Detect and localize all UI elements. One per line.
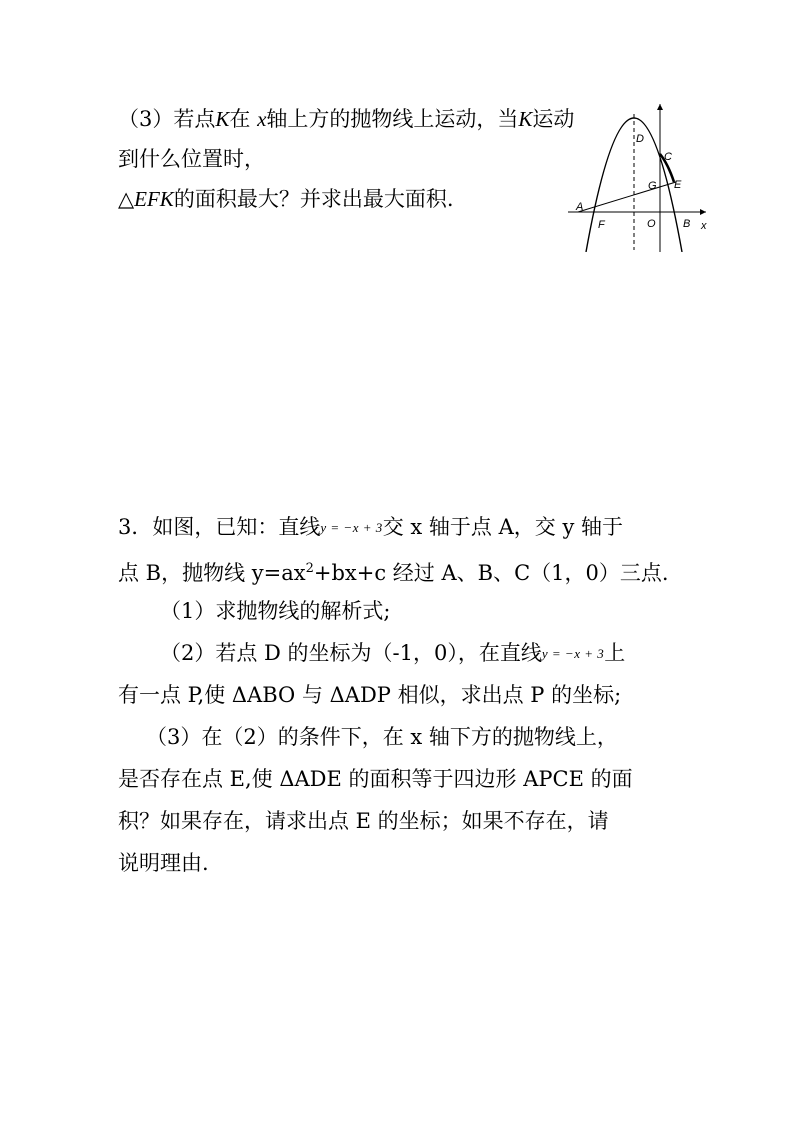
p3-question3-line4: 说明理由. bbox=[118, 851, 209, 875]
p3-question1: （1）求抛物线的解析式; bbox=[160, 599, 391, 623]
text: （3）若点 bbox=[118, 107, 216, 131]
var-k: K bbox=[518, 107, 533, 131]
p2-part3-line1 bbox=[118, 104, 574, 134]
p2-part3-line2: 到什么位置时， bbox=[118, 147, 265, 171]
triangle-symbol: △ bbox=[118, 187, 135, 211]
p3-question3-line2: 是否存在点 E,使 ΔADE 的面积等于四边形 APCE 的面 bbox=[118, 767, 633, 791]
p3-line2 bbox=[118, 554, 669, 588]
text: 的面积最大？并求出最大面积. bbox=[173, 187, 454, 211]
label-b: B bbox=[683, 218, 691, 230]
p3-question3-line1: （3）在（2）的条件下，在 x 轴下方的抛物线上， bbox=[146, 725, 618, 749]
line-fe bbox=[578, 182, 676, 212]
label-g: G bbox=[648, 180, 657, 192]
formula: y = −x + 3 bbox=[320, 520, 383, 535]
y-axis-arrow bbox=[657, 104, 663, 110]
label-f: F bbox=[598, 219, 605, 231]
label-e: E bbox=[674, 179, 682, 191]
text: +bx+c 经过 A、B、C（1，0）三点. bbox=[313, 561, 669, 585]
label-a: A bbox=[576, 201, 584, 213]
text: 交 x 轴于点 A，交 y 轴于 bbox=[382, 515, 623, 539]
p3-question3-line3: 积？如果存在，请求出点 E 的坐标；如果不存在，请 bbox=[118, 809, 609, 833]
text: 上 bbox=[604, 641, 626, 665]
var-efk: EFK bbox=[134, 187, 174, 211]
p2-part3-line3 bbox=[118, 184, 454, 214]
superscript: 2 bbox=[305, 561, 314, 576]
text: （2）若点 D 的坐标为（-1，0），在直线 bbox=[160, 641, 542, 665]
label-o: O bbox=[647, 218, 656, 230]
x-axis-arrow bbox=[700, 209, 706, 215]
text: 点 B，抛物线 y=ax bbox=[118, 561, 306, 585]
text: 轴上方的抛物线上运动，当 bbox=[266, 107, 519, 131]
var-k: K bbox=[215, 107, 230, 131]
var-x: x bbox=[257, 107, 267, 131]
label-x: x bbox=[701, 220, 707, 232]
text: 在 bbox=[229, 107, 251, 131]
parabola-figure bbox=[560, 102, 720, 252]
label-d: D bbox=[636, 133, 644, 145]
label-c: C bbox=[664, 151, 672, 163]
text: 运动 bbox=[532, 107, 575, 131]
text: 3．如图，已知：直线 bbox=[118, 515, 321, 539]
p3-question2-line1 bbox=[160, 638, 625, 669]
p3-line1 bbox=[118, 512, 623, 543]
p3-question2-line2: 有一点 P,使 ΔABO 与 ΔADP 相似，求出点 P 的坐标; bbox=[118, 683, 622, 707]
formula: y = −x + 3 bbox=[541, 646, 605, 661]
